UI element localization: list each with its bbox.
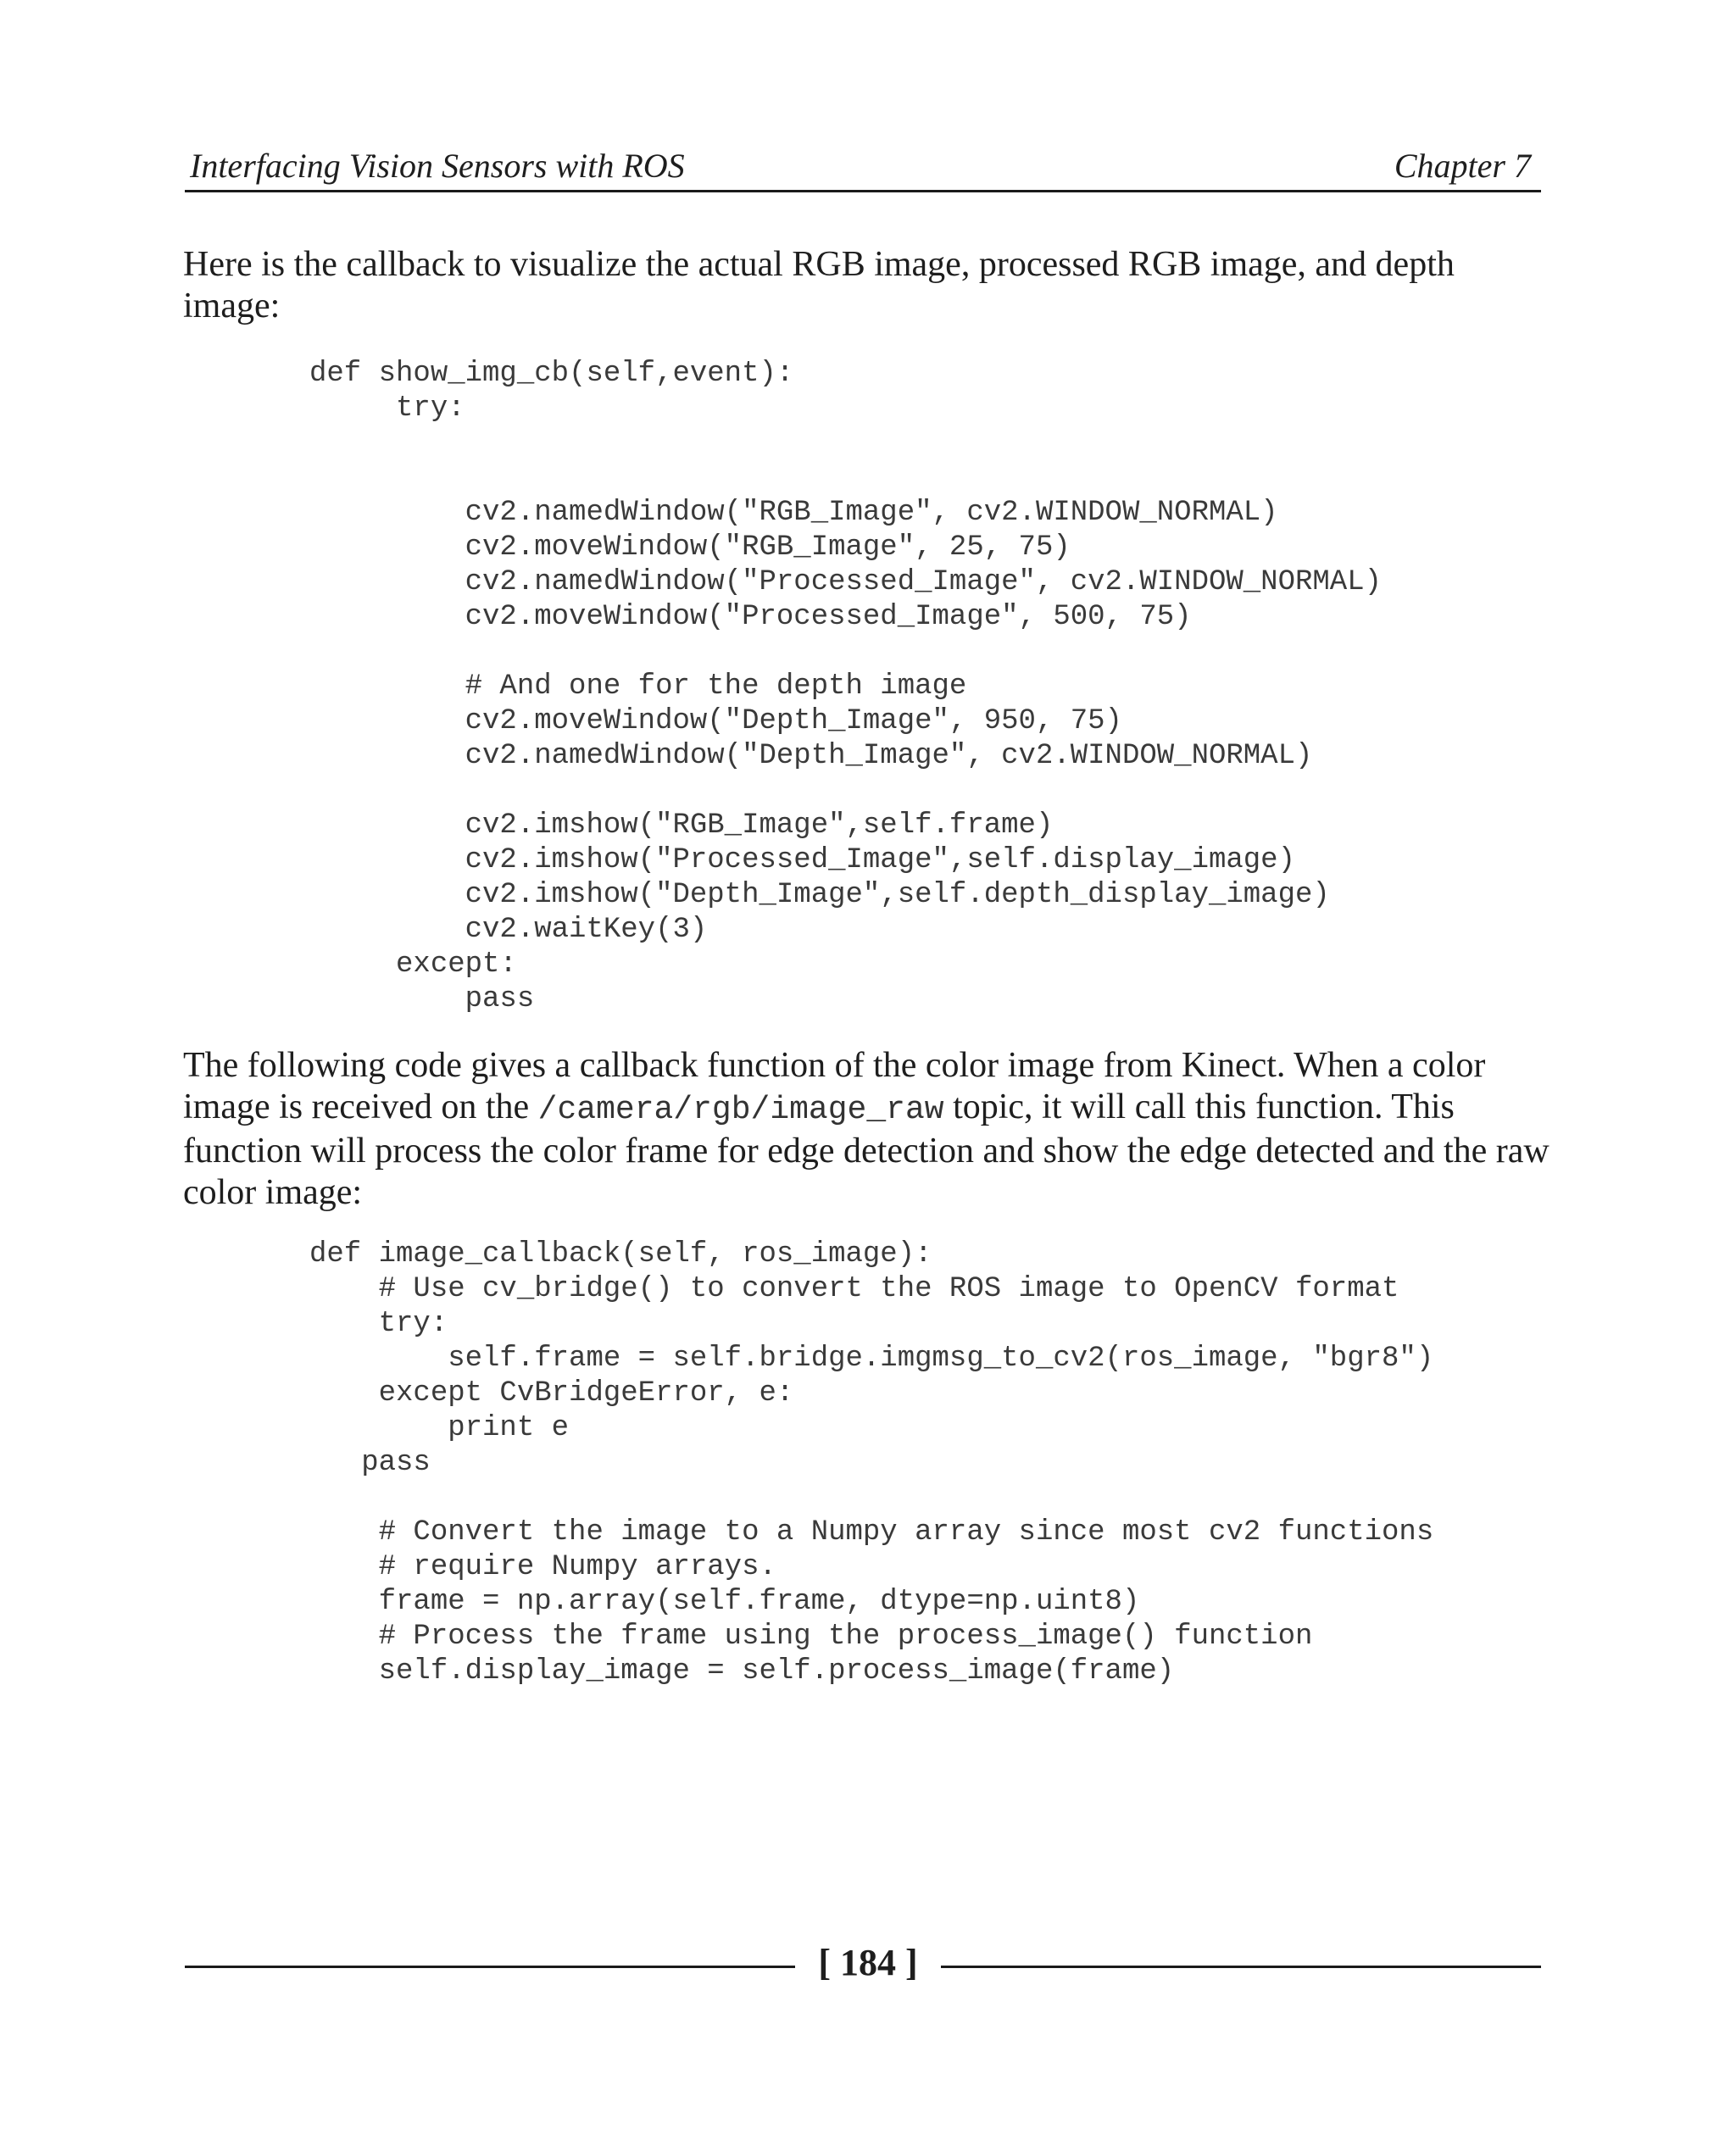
intro-paragraph: Here is the callback to visualize the actual RGB image, processed RGB image, and depth image: bbox=[183, 245, 1455, 325]
footer-rule-right bbox=[941, 1966, 1541, 1968]
paragraph-text-before: The following code gives a callback function of the color image from Kinect. When a color image is received on the bbox=[183, 1046, 1486, 1126]
body-paragraph bbox=[183, 1045, 1556, 1214]
running-header bbox=[185, 142, 1541, 192]
header-chapter: Chapter 7 bbox=[1394, 147, 1531, 185]
footer-rule-left bbox=[185, 1966, 795, 1968]
paragraph-text-after: topic, it will call this function. This function will process the color frame for edge detection and show the edge detected and the raw color image: bbox=[183, 1087, 1550, 1212]
inline-code-topic: /camera/rgb/image_raw bbox=[537, 1092, 944, 1128]
header-title: Interfacing Vision Sensors with ROS bbox=[190, 147, 685, 185]
code-block-image-callback: def image_callback(self, ros_image): # Use cv_bridge() to convert the ROS image to OpenCV format try: self.frame = self.bridge.imgmsg_to_cv2(ros_image, "bgr8") except CvBridgeError, e: print e pass # Convert the image to a Numpy array since most cv2 functions # require Numpy arrays. frame = np.array(self.frame, dtype=np.uint8) # Process the frame using the process_image() function self.display_image = self.process_image(frame) bbox=[309, 1238, 1434, 1688]
page-number: [ 184 ] bbox=[818, 1942, 918, 1983]
code-block-show-img-cb: def show_img_cb(self,event): try: cv2.namedWindow("RGB_Image", cv2.WINDOW_NORMAL) cv2.moveWindow("RGB_Image", 25, 75) cv2.namedWindow("Processed_Image", cv2.WINDOW_NORMAL) cv2.moveWindow("Processed_Image", 500, 75) # And one for the depth image cv2.moveWindow("Depth_Image", 950, 75) cv2.namedWindow("Depth_Image", cv2.WINDOW_NORMAL) cv2.imshow("RGB_Image",self.frame) cv2.imshow("Processed_Image",self.display_image) cv2.imshow("Depth_Image",self.depth_display_image) cv2.waitKey(3) except: pass bbox=[309, 358, 1383, 1015]
